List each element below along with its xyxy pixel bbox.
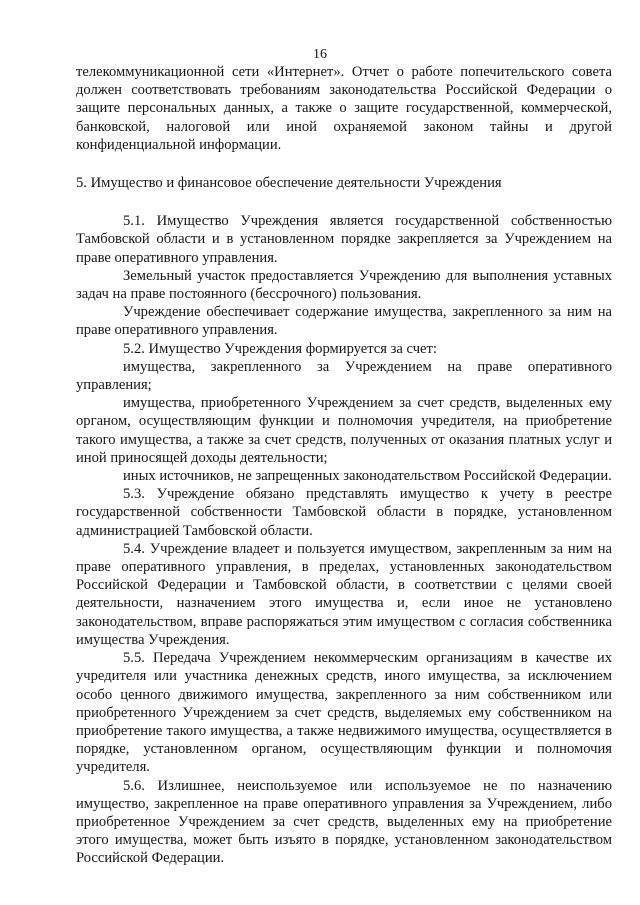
paragraph-land-plot: Земельный участок предоставляется Учреждению для выполнения уставных задач на праве постоянного (бессрочного) пользования. [76,267,612,303]
paragraph-5-6: 5.6. Излишнее, неиспользуемое или используемое не по назначению имущество, закрепленное на праве оперативного управления за Учреждением, либо приобретенное Учреждением за счет средств, выделенных ему на приобретение этого имущества, может быть изъято в порядке, установленном законодательством Российской Федерации. [76,777,612,867]
section-heading: 5. Имущество и финансовое обеспечение деятельности Учреждения [76,175,502,192]
list-item-other-sources: иных источников, не запрещенных законодательством Российской Федерации. [123,468,612,485]
paragraph-maintenance: Учреждение обеспечивает содержание имущества, закрепленного за ним на праве оперативного управления. [76,304,612,339]
paragraph-5-1: 5.1. Имущество Учреждения является государственной собственностью Тамбовской области и в установленном порядке закрепляется за Учреждением на праве оперативного управления. [76,213,612,266]
paragraph-5-5: 5.5. Передача Учреждением некоммерческим организациям в качестве их учредителя или участника денежных средств, иного имущества, за исключением особо ценного движимого имущества, закрепленного за ним собственником или приобретенного Учреждением за счет средств, выделяемых ему собственником на приобретение такого имущества, а также недвижимого имущества, осуществляется в порядке, установленном органом, осуществляющим функции и полномочия учредителя. [76,650,612,776]
document-body [76,63,612,868]
paragraph-5-4: 5.4. Учреждение владеет и пользуется имуществом, закрепленным за ним на праве оперативного управления, в пределах, установленных законодательством Российской Федерации и Тамбовской области, в соответствии с целями своей деятельности, назначением этого имущества и, если иное не установлено законодательством, вправе распоряжаться этим имуществом с согласия собственника имущества Учреждения. [76,540,612,648]
paragraph-5-3: 5.3. Учреждение обязано представлять имущество к учету в реестре государственной собственности Тамбовской области в порядке, установленном администрацией Тамбовской области. [76,486,612,539]
list-item-acquired-property: имущества, приобретенного Учреждением за счет средств, выделенных ему органом, осуществляющим функции и полномочия учредителя, на приобретение такого имущества, а также за счет средств, полученных от оказания платных услуг и иной приносящей доходы деятельности; [76,395,612,466]
intro-paragraph: телекоммуникационной сети «Интернет». Отчет о работе попечительского совета должен соответствовать требованиям законодательства Российской Федерации о защите персональных данных, а также о защите государственной, коммерческой, банковской, налоговой или иной охраняемой законом тайны и другой конфиденциальной информации. [76,64,612,153]
page-number: 16 [313,47,327,62]
list-item-assigned-property: имущества, закрепленного за Учреждением на праве оперативного управления; [76,358,612,394]
paragraph-5-2: 5.2. Имущество Учреждения формируется за счет: [123,340,437,357]
